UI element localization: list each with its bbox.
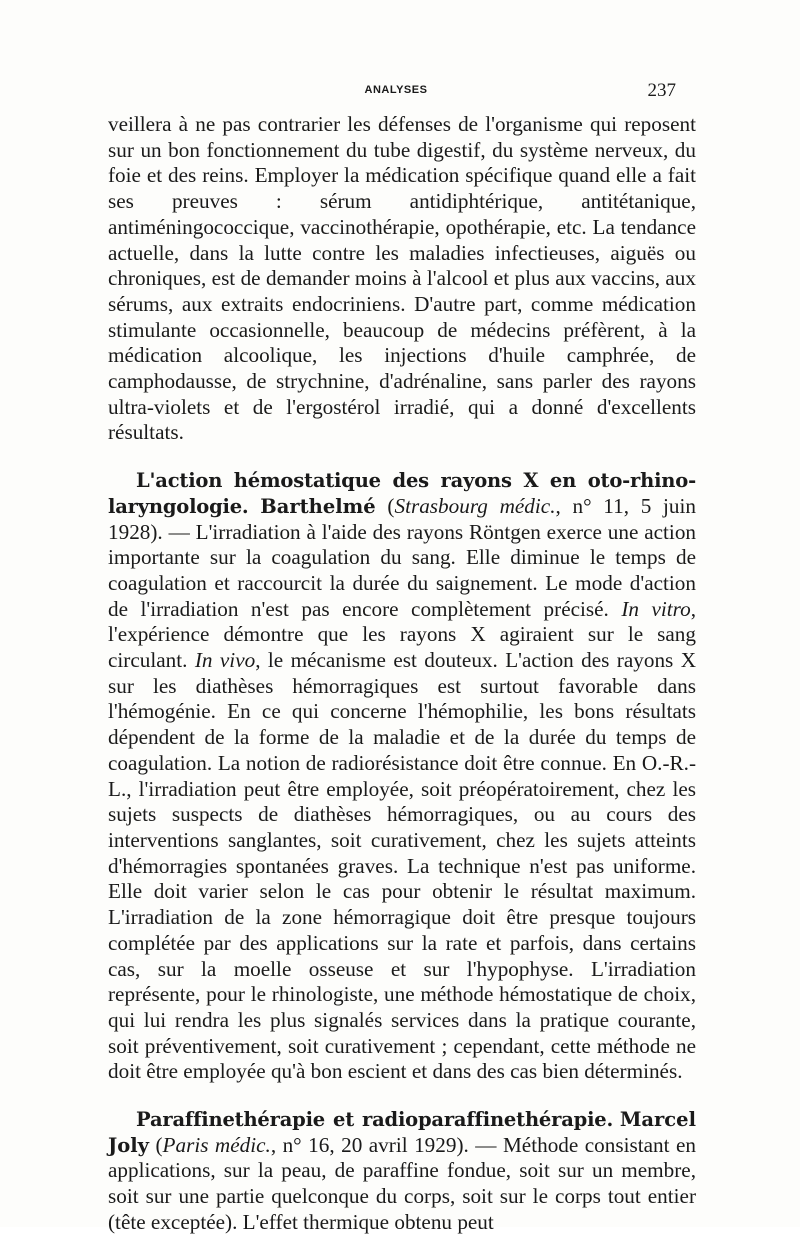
article-reference: , n° 16, 20 avril 1929). — — [270, 1132, 497, 1157]
paragraph-gap — [108, 1085, 696, 1107]
article-reference: , n° 11, 5 juin 1928). — — [108, 493, 696, 544]
body-text — [108, 112, 696, 1236]
article-barthelme: L'action hémostatique des rayons X en oto-rhino-laryngologie. Barthelmé (Strasbourg médic., n° 11, 5 juin 1928). — L'irradiation à l'aide des rayons Röntgen exerce une action importante sur la coagulation du sang. Elle diminue le temps de coagulation et raccourcit la durée du saignement. Le mode d'action de l'irradiation n'est pas encore complètement précisé. In vitro, l'expérience démontre que les rayons X agiraient sur le sang circulant. In vivo, le mécanisme est douteux. L'action des rayons X sur les diathèses hémorragiques est surtout favorable dans l'hémogénie. En ce qui concerne l'hémophilie, les bons résultats dépendent de la forme de la maladie et de la durée du temps de coagulation. La notion de radiorésistance doit être connue. En O.-R.-L., l'irradiation peut être employée, soit préopératoirement, chez les sujets suspects de diathèses hémorragiques, ou au cours des interventions sanglantes, soit curativement, chez les sujets atteints d'hémorragies spontanées graves. La technique n'est pas uniforme. Elle doit varier selon le cas pour obtenir le résultat maximum. L'irradiation de la zone hémorragique doit être presque toujours complétée par des applications sur la rate et parfois, dans certains cas, sur la moelle osseuse et sur l'hypophyse. L'irradiation représente, pour le rhinologiste, une méthode hémostatique de choix, qui lui rendra les plus signalés services dans la pratique courante, soit préventivement, soit curativement ; cependant, cette méthode ne doit être employée qu'à bon escient et dans des cas bien déterminés. — [108, 469, 697, 1084]
page-number: 237 — [647, 80, 676, 101]
paragraph-gap — [108, 446, 696, 468]
article-body: Méthode consistant en applications, sur la peau, de paraffine fondue, soit sur un membre, soit sur une partie quelconque du corps, soit sur le corps tout entier (tête exceptée). L'effet thermique obtenu peut — [108, 1132, 696, 1234]
continuation-text: veillera à ne pas contrarier les défenses de l'organisme qui reposent sur un bon fonctionnement du tube digestif, du système nerveux, du foie et des reins. Employer la médication spécifique quand elle a fait ses preuves : sérum antidiphtérique, antitétanique, antiméningococcique, vaccinothérapie, opothérapie, etc. La tendance actuelle, dans la lutte contre les maladies infectieuses, aiguës ou chroniques, est de demander moins à l'alcool et plus aux vaccins, aux sérums, aux extraits endocriniens. D'autre part, comme médication stimulante occasionnelle, beaucoup de médecins préfèrent, à la médication alcoolique, les injections d'huile camphrée, de camphodausse, de strychnine, d'adrénaline, sans parler des rayons ultra-violets et de l'ergostérol irradié, qui a donné d'excellents résultats. — [108, 112, 696, 445]
article-body-vitro: , l'expérience démontre que les rayons X agiraient sur le sang circulant. — [108, 596, 697, 673]
article-author: Marcel Joly — [108, 1108, 696, 1157]
journal-name: Strasbourg médic. — [394, 493, 556, 518]
article-body-rest: , le mécanisme est douteux. L'action des rayons X sur les diathèses hémorragiques est surtout favorable dans l'hémogénie. En ce qui concerne l'hémophilie, les bons résultats dépendent de la forme de la maladie et de la durée du temps de coagulation. La notion de radiorésistance doit être connue. En O.-R.-L., l'irradiation peut être employée, soit préopératoirement, chez les sujets suspects de diathèses hémorragiques, ou au cours des interventions sanglantes, soit curativement, chez les sujets atteints d'hémorragies spontanées graves. La technique n'est pas uniforme. Elle doit varier selon le cas pour obtenir le résultat maximum. L'irradiation de la zone hémorragique doit être presque toujours complétée par des applications sur la rate et parfois, dans certains cas, sur la moelle osseuse et sur l'hypophyse. L'irradiation représente, pour le rhinologiste, une méthode hémostatique de choix, qui lui rendra les plus signalés services dans la pratique courante, soit préventivement, soit curativement ; cependant, cette méthode ne doit être employée qu'à bon escient et dans des cas bien déterminés. — [108, 648, 697, 1084]
article-author: Barthelmé — [260, 494, 376, 518]
running-header — [108, 80, 684, 102]
in-vitro-term: In vitro — [621, 596, 691, 621]
article-title: L'action hémostatique des rayons X en oto-rhino-laryngologie. — [108, 469, 696, 518]
in-vivo-term: In vivo — [194, 648, 256, 673]
article-title: Paraffinethérapie et radioparaffinethérapie. — [136, 1108, 614, 1132]
article-body-intro: L'irradiation à l'aide des rayons Röntgen exerce une action importante sur la coagulation du sang. Elle diminue le temps de coagulation et raccourcit la durée du saignement. Le mode d'action de l'irradiation n'est pas encore complètement précisé. — [108, 519, 697, 621]
article-joly: Paraffinethérapie et radioparaffinethérapie. Marcel Joly (Paris médic., n° 16, 20 avril 1929). — Méthode consistant en applications, sur la peau, de paraffine fondue, soit sur un membre, soit sur une partie quelconque du corps, soit sur le corps tout entier (tête exceptée). L'effet thermique obtenu peut — [108, 1108, 696, 1234]
header-title: ANALYSES — [364, 84, 428, 96]
continuation-paragraph — [108, 112, 696, 446]
journal-name: Paris médic. — [162, 1132, 271, 1157]
